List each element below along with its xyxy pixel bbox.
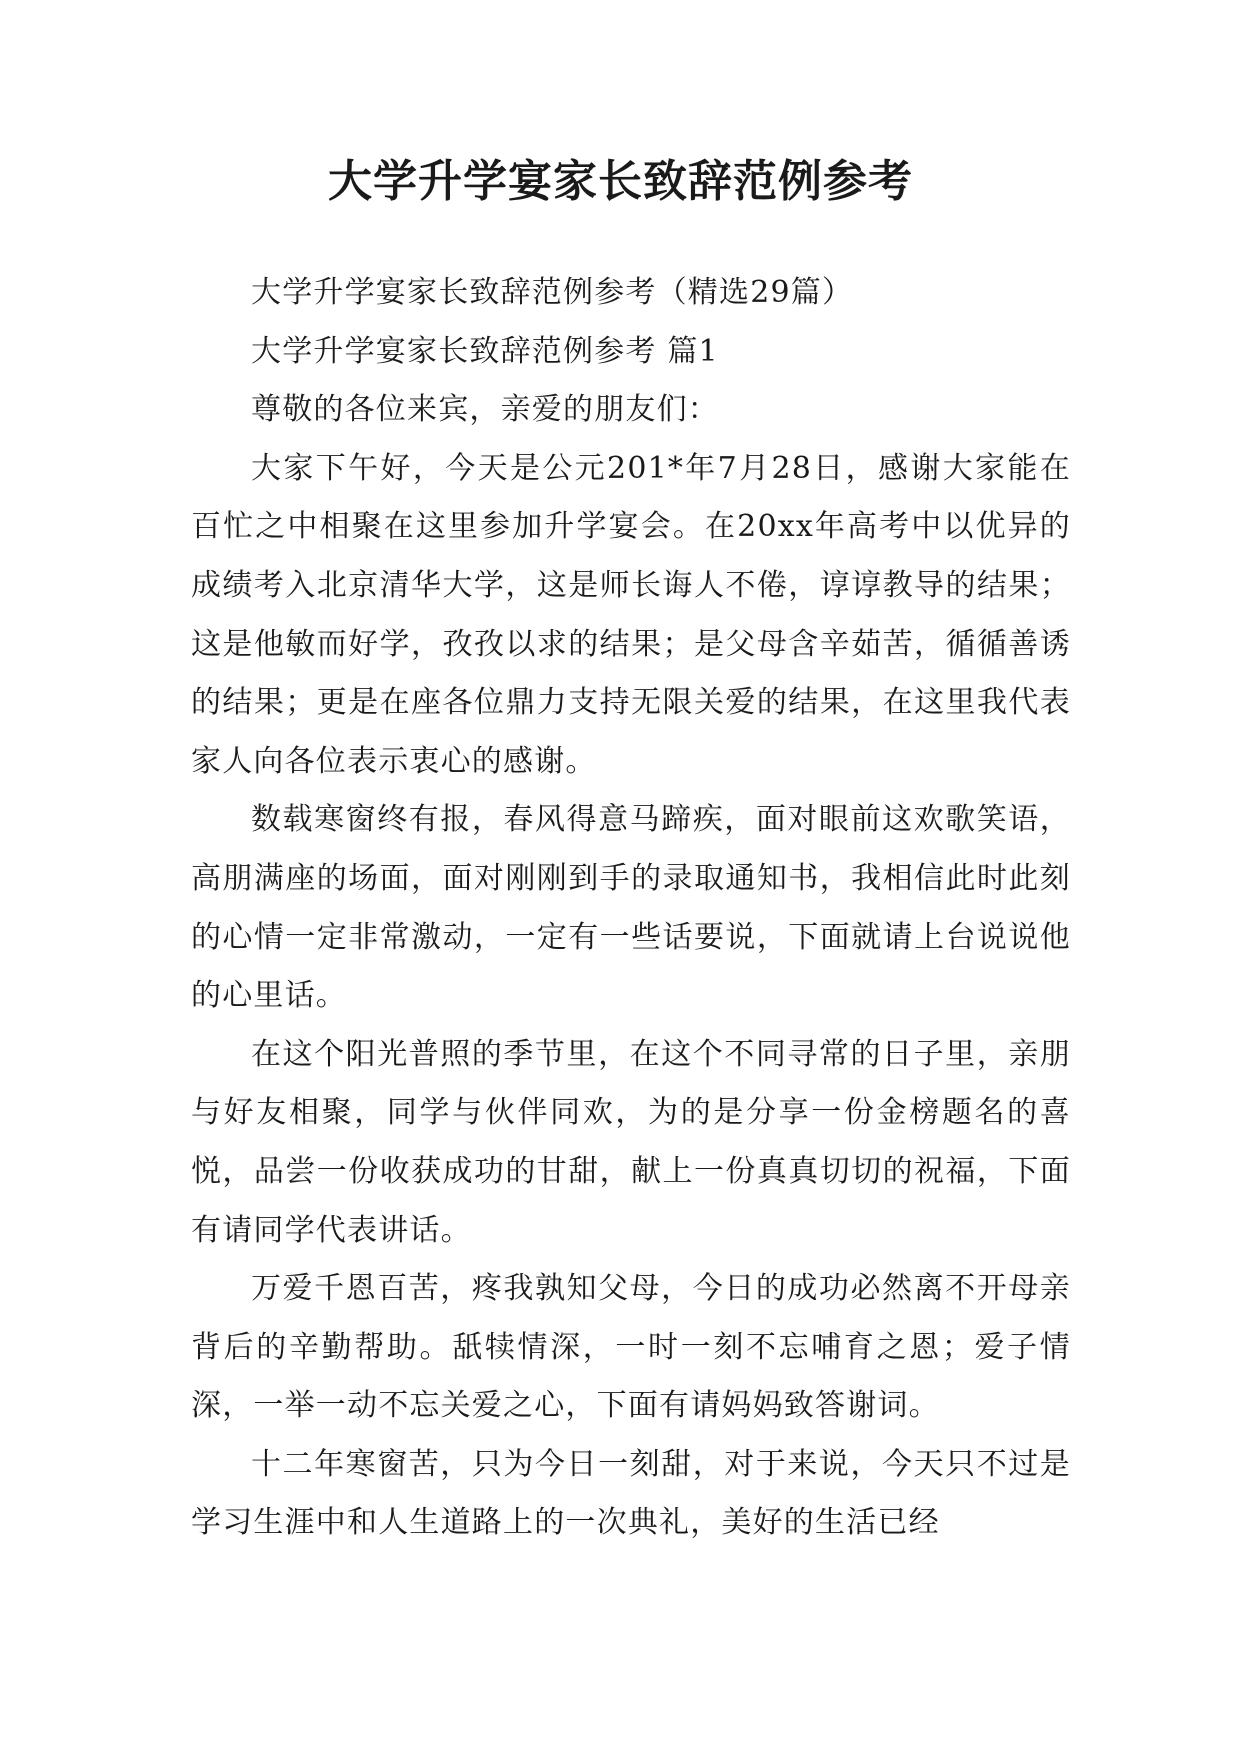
paragraph-subtitle: 大学升学宴家长致辞范例参考（精选29篇） xyxy=(251,275,854,310)
paragraph: 万爱千恩百苦，疼我孰知父母，今日的成功必然离不开母亲背后的辛勤帮助。舐犊情深，一时一刻不忘哺育之恩；爱子情深，一举一动不忘关爱之心，下面有请妈妈致答谢词。 xyxy=(191,1271,1071,1424)
document-title: 大学升学宴家长致辞范例参考 xyxy=(328,156,913,207)
paragraph: 大家下午好，今天是公元201*年7月28日，感谢大家能在百忙之中相聚在这里参加升学宴会。在20xx年高考中以优异的成绩考入北京清华大学，这是师长诲人不倦，谆谆教导的结果；这是他敏而好学，孜孜以求的结果；是父母含辛茹苦，循循善诱的结果；更是在座各位鼎力支持无限关爱的结果，在这里我代表家人向各位表示衷心的感谢。 xyxy=(191,450,1071,779)
paragraph-salutation: 尊敬的各位来宾，亲爱的朋友们： xyxy=(251,392,719,428)
paragraph: 十二年寒窗苦，只为今日一刻甜，对于来说，今天只不过是学习生涯中和人生道路上的一次典礼，美好的生活已经 xyxy=(191,1446,1071,1541)
paragraph: 在这个阳光普照的季节里，在这个不同寻常的日子里，亲朋与好友相聚，同学与伙伴同欢，为的是分享一份金榜题名的喜悦，品尝一份收获成功的甘甜，献上一份真真切切的祝福，下面有请同学代表讲话。 xyxy=(191,1036,1071,1248)
document-body xyxy=(191,264,1071,1553)
paragraph-section-heading: 大学升学宴家长致辞范例参考 篇1 xyxy=(251,333,719,369)
paragraph: 数载寒窗终有报，春风得意马蹄疾，面对眼前这欢歌笑语，高朋满座的场面，面对刚刚到手的录取通知书，我相信此时此刻的心情一定非常激动，一定有一些话要说，下面就请上台说说他的心里话。 xyxy=(191,802,1071,1014)
